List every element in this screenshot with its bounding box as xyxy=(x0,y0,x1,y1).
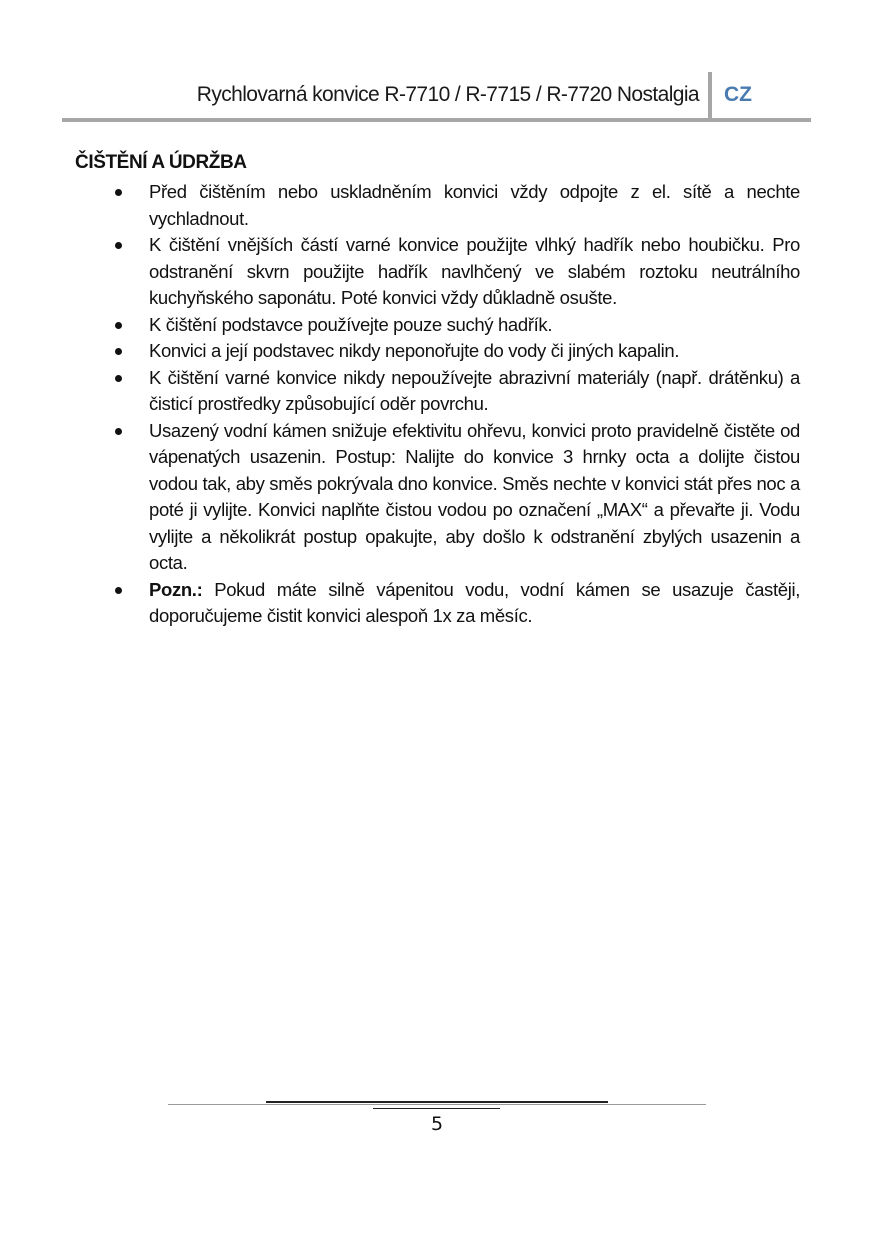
list-item xyxy=(110,179,800,232)
note-item xyxy=(110,577,800,630)
bullet-icon xyxy=(115,375,122,382)
language-code: CZ xyxy=(724,83,752,106)
bullet-icon xyxy=(115,322,122,329)
bullet-icon xyxy=(115,242,122,249)
note-text: Pokud máte silně vápenitou vodu, vodní kámen se usazuje častěji, doporučujeme čistit konvici alespoň 1x za měsíc. xyxy=(149,578,800,626)
header-rule xyxy=(62,118,811,122)
bullet-icon xyxy=(115,348,122,355)
list-item-text: K čištění varné konvice nikdy nepoužívejte abrazivní materiály (např. drátěnku) a čisticí prostředky způsobující oděr povrchu. xyxy=(149,366,800,414)
cleaning-instructions-list xyxy=(110,179,800,630)
list-item-text: K čištění podstavce používejte pouze suchý hadřík. xyxy=(149,313,553,335)
list-item-text: Před čištěním nebo uskladněním konvici vždy odpojte z el. sítě a nechte vychladnout. xyxy=(149,181,800,229)
list-item xyxy=(110,232,800,312)
bullet-icon xyxy=(115,428,122,435)
header-divider xyxy=(708,72,712,120)
page-number: 5 xyxy=(430,1113,444,1135)
footer-rule-accent xyxy=(266,1101,608,1103)
list-item xyxy=(110,365,800,418)
list-item-text: Konvici a její podstavec nikdy neponořujte do vody či jiných kapalin. xyxy=(149,340,680,361)
bullet-icon xyxy=(115,587,122,594)
page-header xyxy=(62,72,811,122)
list-item-text: Usazený vodní kámen snižuje efektivitu ohřevu, konvici proto pravidelně čistěte od vápenatých usazenin. Postup: Nalijte do konvice 3 hrnky octa a dolijte čistou vodou tak, aby směs pokrývala dno konvice. Směs nechte v konvici stát přes noc a poté ji vylijte. Konvici naplňte čistou vodou po označení „MAX“ a převařte ji. Vodu vylijte a několikrát postup opakujte, aby došlo k odstranění zbylých usazenin a octa. xyxy=(149,419,800,573)
list-item xyxy=(110,338,800,365)
list-item-text: K čištění vnějších částí varné konvice použijte vlhký hadřík nebo houbičku. Pro odstranění skvrn použijte hadřík navlhčený ve slabém roztoku neutrálního kuchyňského saponátu. Poté konvici vždy důkladně osušte. xyxy=(149,234,800,308)
bullet-icon xyxy=(115,189,122,196)
list-item xyxy=(110,312,800,339)
document-title: Rychlovarná konvice R-7710 / R-7715 / R-7720 Nostalgia xyxy=(196,83,699,106)
footer-rule-short xyxy=(373,1108,500,1109)
section-heading: ČIŠTĚNÍ A ÚDRŽBA xyxy=(75,152,247,173)
note-label: Pozn.: xyxy=(149,578,203,600)
list-item xyxy=(110,418,800,577)
footer-rule xyxy=(168,1104,706,1105)
